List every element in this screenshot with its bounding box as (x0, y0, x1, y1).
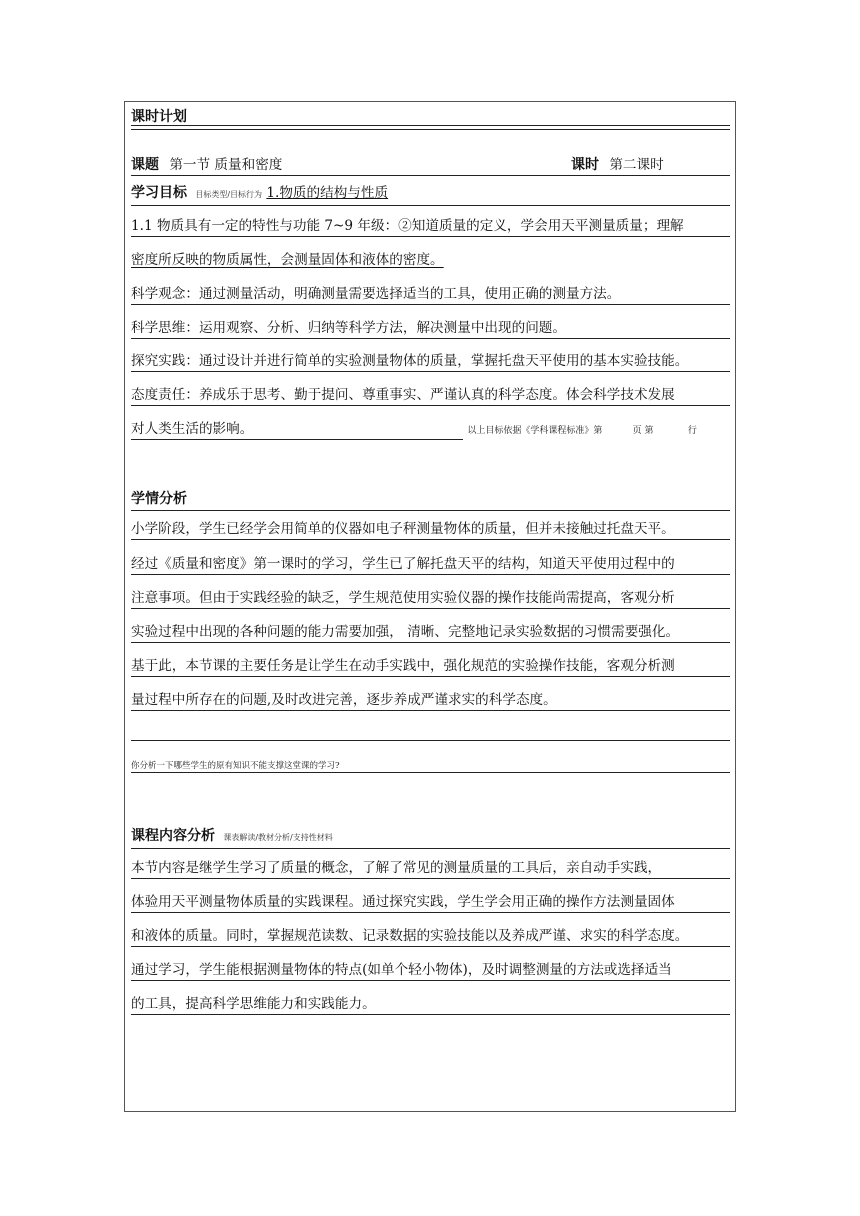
learner-prompt: 你分析一下哪些学生的原有知识不能支撑这堂课的学习? (131, 760, 730, 773)
content-line: 本节内容是继学生学习了质量的概念，了解了常见的测量质量的工具后，亲自动手实践， (131, 858, 730, 879)
objective-line: 态度责任：养成乐于思考、勤于提问、尊重事实、严谨认真的科学态度。体会科学技术发展 (131, 385, 730, 406)
objective-line: 探究实践：通过设计并进行简单的实验测量物体的质量，掌握托盘天平使用的基本实验技能。 (131, 351, 730, 372)
content-sub-label: 课表解读/教材分析/支持性材料 (223, 833, 333, 842)
blank-rule (131, 740, 730, 741)
title-double-rule (131, 125, 730, 130)
objectives-label: 学习目标 (131, 185, 187, 201)
learner-line: 实验过程中出现的各种问题的能力需要加强， 清晰、完整地记录实验数据的习惯需要强化。 (131, 622, 730, 643)
content-line: 的工具，提高科学思维能力和实践能力。 (131, 994, 730, 1015)
plan-title: 课时计划 (131, 109, 187, 125)
content-line: 体验用天平测量物体质量的实践课程。通过探究实践，学生学会用正确的操作方法测量固体 (131, 892, 730, 913)
objective-line: 1.1 物质具有一定的特性与功能 7~9 年级：②知道质量的定义，学会用天平测量质量；理解 (131, 216, 730, 237)
content-label: 课程内容分析 (131, 828, 215, 844)
source-note-a: 以上目标依据《学科课程标准》第 (467, 426, 603, 436)
learner-line: 小学阶段，学生已经学会用简单的仪器如电子秤测量物体的质量，但并未接触过托盘天平。 (131, 519, 730, 540)
topic-rule (131, 175, 730, 176)
content-header (131, 826, 730, 849)
content-line: 通过学习，学生能根据测量物体的特点(如单个轻小物体)，及时调整测量的方法或选择适当 (131, 960, 730, 981)
objective-line-last (131, 419, 730, 441)
objective-text: 对人类生活的影响。 (131, 419, 463, 440)
learner-rule (131, 510, 730, 511)
learner-line: 注意事项。但由于实践经验的缺乏，学生规范使用实验仪器的操作技能尚需提高，客观分析 (131, 588, 730, 609)
objectives-header (131, 183, 730, 206)
learner-line: 基于此，本节课的主要任务是让学生在动手实践中，强化规范的实验操作技能，客观分析测 (131, 656, 730, 677)
topic-label: 课题 (131, 157, 159, 173)
objective-line: 科学观念：通过测量活动，明确测量需要选择适当的工具，使用正确的测量方法。 (131, 284, 730, 305)
objective-line: 密度所反映的物质属性，会测量固体和液体的密度。 (131, 252, 444, 268)
learner-label: 学情分析 (131, 491, 187, 507)
objective-line: 科学思维：运用观察、分析、归纳等科学方法，解决测量中出现的问题。 (131, 318, 730, 339)
source-note-b: 页 第 (632, 426, 654, 436)
source-note-c: 行 (687, 426, 697, 436)
objectives-sub-label: 目标类型/目标行为 (195, 190, 263, 199)
period-label: 课时 (571, 157, 599, 173)
learner-line: 量过程中所存在的问题,及时改进完善，逐步养成严谨求实的科学态度。 (131, 690, 730, 711)
period-value: 第二课时 (609, 157, 664, 173)
learner-line: 经过《质量和密度》第一课时的学习，学生已了解托盘天平的结构，知道天平使用过程中的 (131, 554, 730, 575)
topic-row (131, 153, 730, 173)
objectives-title: 1.物质的结构与性质 (266, 185, 389, 201)
content-line: 和液体的质量。同时，掌握规范读数、记录数据的实验技能以及养成严谨、求实的科学态度。 (131, 926, 730, 947)
topic-value: 第一节 质量和密度 (169, 157, 283, 173)
